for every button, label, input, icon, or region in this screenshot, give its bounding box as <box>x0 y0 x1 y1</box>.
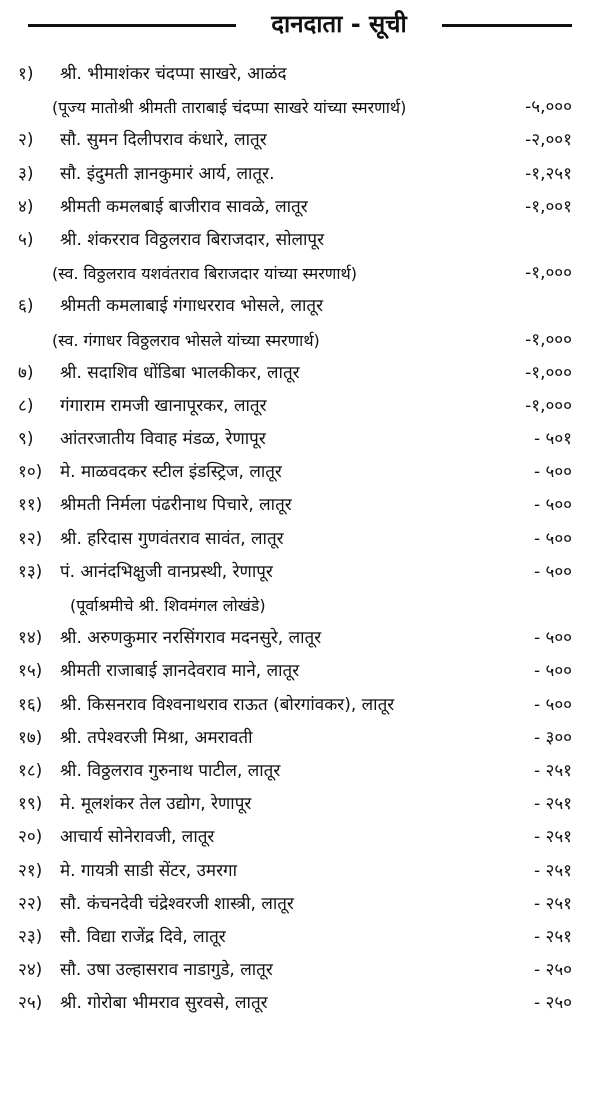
donor-name: सौ. सुमन दिलीपराव कंधारे, लातूर <box>60 130 267 151</box>
donation-amount: - ५०० <box>533 462 572 483</box>
donation-amount: - ५०१ <box>533 429 572 450</box>
donor-name: सौ. इंदुमती ज्ञानकुमारं आर्य, लातूर. <box>60 163 275 184</box>
donation-amount: - २५० <box>533 993 572 1014</box>
donation-amount: -१,००० <box>525 395 572 416</box>
donor-name: सौ. कंचनदेवी चंद्रेश्वरजी शास्त्री, लातूर <box>60 893 294 914</box>
donation-amount: -५,००० <box>525 97 572 118</box>
donation-amount: - ३०० <box>533 727 572 748</box>
donor-row <box>0 357 600 390</box>
donor-note-row <box>0 257 600 290</box>
donor-row <box>0 655 600 688</box>
donation-amount: -१,२५१ <box>525 163 572 184</box>
donation-amount: - ५०० <box>533 661 572 682</box>
donor-name: मे. माळवदकर स्टील इंडस्ट्रिज, लातूर <box>60 462 282 483</box>
donor-number: २३) <box>18 926 43 947</box>
donor-note-row <box>0 589 600 622</box>
donor-name: पं. आनंदभिक्षुजी वानप्रस्थी, रेणापूर <box>60 561 273 582</box>
donation-amount: - ५०० <box>533 628 572 649</box>
donor-row <box>0 622 600 655</box>
donor-row <box>0 788 600 821</box>
donor-list <box>0 58 600 1020</box>
donor-name: श्रीमती राजाबाई ज्ञानदेवराव माने, लातूर <box>60 661 300 682</box>
donor-row <box>0 556 600 589</box>
donor-row <box>0 124 600 157</box>
donor-row <box>0 821 600 854</box>
donor-note: (पूर्वाश्रमीचे श्री. शिवमंगल लोखंडे) <box>70 596 266 615</box>
donor-number: १६) <box>18 694 43 715</box>
donation-amount: -१,००० <box>525 263 572 284</box>
page-header <box>0 4 600 44</box>
title-rule-left <box>28 24 236 27</box>
donor-note: (स्व. गंगाधर विठ्ठलराव भोसले यांच्या स्मरणार्थ) <box>52 330 320 350</box>
donation-amount: - २५१ <box>533 760 572 781</box>
donor-row <box>0 855 600 888</box>
donation-amount: -१,००० <box>525 329 572 350</box>
donor-number: ७) <box>18 362 34 383</box>
donor-row <box>0 58 600 91</box>
donor-number: २५) <box>18 993 43 1014</box>
donation-amount: - २५१ <box>533 860 572 881</box>
donor-number: १३) <box>18 561 43 582</box>
donor-row <box>0 290 600 323</box>
donor-number: १८) <box>18 760 43 781</box>
donor-name: मे. मूलशंकर तेल उद्योग, रेणापूर <box>60 794 252 815</box>
donation-amount: - २५१ <box>533 827 572 848</box>
donor-number: ९) <box>18 429 34 450</box>
donor-row <box>0 954 600 987</box>
donor-name: श्री. विठ्ठलराव गुरुनाथ पाटील, लातूर <box>60 760 281 781</box>
donor-row <box>0 987 600 1020</box>
donor-row <box>0 722 600 755</box>
donor-row <box>0 191 600 224</box>
donor-name: श्री. भीमाशंकर चंदप्पा साखरे, आळंद <box>60 64 287 84</box>
donation-amount: - २५० <box>533 960 572 981</box>
donor-number: १४) <box>18 628 43 649</box>
donor-number: ५) <box>18 229 34 250</box>
donation-amount: - ५०० <box>533 694 572 715</box>
donor-number: १९) <box>18 794 43 815</box>
donor-number: १५) <box>18 661 43 682</box>
donor-name: आचार्य सोनेरावजी, लातूर <box>60 827 215 848</box>
donation-amount: - ५०० <box>533 561 572 582</box>
donation-amount: - ५०० <box>533 495 572 516</box>
donor-number: २) <box>18 130 34 151</box>
donor-name: श्री. शंकरराव विठ्ठलराव बिराजदार, सोलापूर <box>60 229 325 250</box>
donor-row <box>0 224 600 257</box>
donor-name: गंगाराम रामजी खानापूरकर, लातूर <box>60 395 267 416</box>
donor-name: श्री. किसनराव विश्वनाथराव राऊत (बोरगांवकर), लातूर <box>60 694 395 715</box>
donation-amount: - ५०० <box>533 528 572 549</box>
donor-number: १७) <box>18 727 43 748</box>
page-title: दानदाता - सूची <box>271 10 407 38</box>
donor-note: (पूज्य मातोश्री श्रीमती ताराबाई चंदप्पा साखरे यांच्या स्मरणार्थ) <box>52 98 407 118</box>
donor-row <box>0 888 600 921</box>
donor-note-row <box>0 91 600 124</box>
donor-number: १०) <box>18 462 43 483</box>
donor-row <box>0 489 600 522</box>
donor-name: श्री. सदाशिव धोंडिबा भालकीकर, लातूर <box>60 362 300 383</box>
donation-amount: -१,००० <box>525 362 572 383</box>
donor-name: श्रीमती कमलाबाई गंगाधरराव भोसले, लातूर <box>60 296 324 317</box>
donor-name: आंतरजातीय विवाह मंडळ, रेणापूर <box>60 429 266 450</box>
donor-note: (स्व. विठ्ठलराव यशवंतराव बिराजदार यांच्या स्मरणार्थ) <box>52 264 357 284</box>
donor-name: सौ. विद्या राजेंद्र दिवे, लातूर <box>60 926 226 947</box>
donor-number: २१) <box>18 860 43 881</box>
donor-number: १) <box>18 64 34 84</box>
donor-name: मे. गायत्री साडी सेंटर, उमरगा <box>60 860 238 881</box>
donation-amount: -२,००१ <box>525 130 572 151</box>
donor-number: ८) <box>18 395 34 416</box>
donor-name: श्रीमती कमलबाई बाजीराव सावळे, लातूर <box>60 196 308 217</box>
donor-number: २०) <box>18 827 43 848</box>
donation-amount: -१,००१ <box>525 196 572 217</box>
donor-name: श्री. अरुणकुमार नरसिंगराव मदनसुरे, लातूर <box>60 628 322 649</box>
donor-number: ११) <box>18 495 43 516</box>
donor-name: सौ. उषा उल्हासराव नाडागुडे, लातूर <box>60 960 273 981</box>
donor-note-row <box>0 324 600 357</box>
donor-number: १२) <box>18 528 43 549</box>
donor-number: २४) <box>18 960 43 981</box>
donor-name: श्री. गोरोबा भीमराव सुरवसे, लातूर <box>60 993 268 1014</box>
donor-name: श्री. तपेश्वरजी मिश्रा, अमरावती <box>60 727 253 748</box>
donor-row <box>0 390 600 423</box>
donor-number: २२) <box>18 893 43 914</box>
donor-name: श्री. हरिदास गुणवंतराव सावंत, लातूर <box>60 528 284 549</box>
donation-amount: - २५१ <box>533 794 572 815</box>
donor-number: ४) <box>18 196 34 217</box>
donor-number: ६) <box>18 296 34 317</box>
donor-row <box>0 158 600 191</box>
donor-name: श्रीमती निर्मला पंढरीनाथ पिचारे, लातूर <box>60 495 292 516</box>
donation-amount: - २५१ <box>533 926 572 947</box>
donor-row <box>0 523 600 556</box>
donor-row <box>0 423 600 456</box>
donor-row <box>0 921 600 954</box>
donor-number: ३) <box>18 163 34 184</box>
donor-row <box>0 755 600 788</box>
title-rule-right <box>442 24 572 27</box>
donor-row <box>0 689 600 722</box>
donation-amount: - २५१ <box>533 893 572 914</box>
donor-row <box>0 456 600 489</box>
